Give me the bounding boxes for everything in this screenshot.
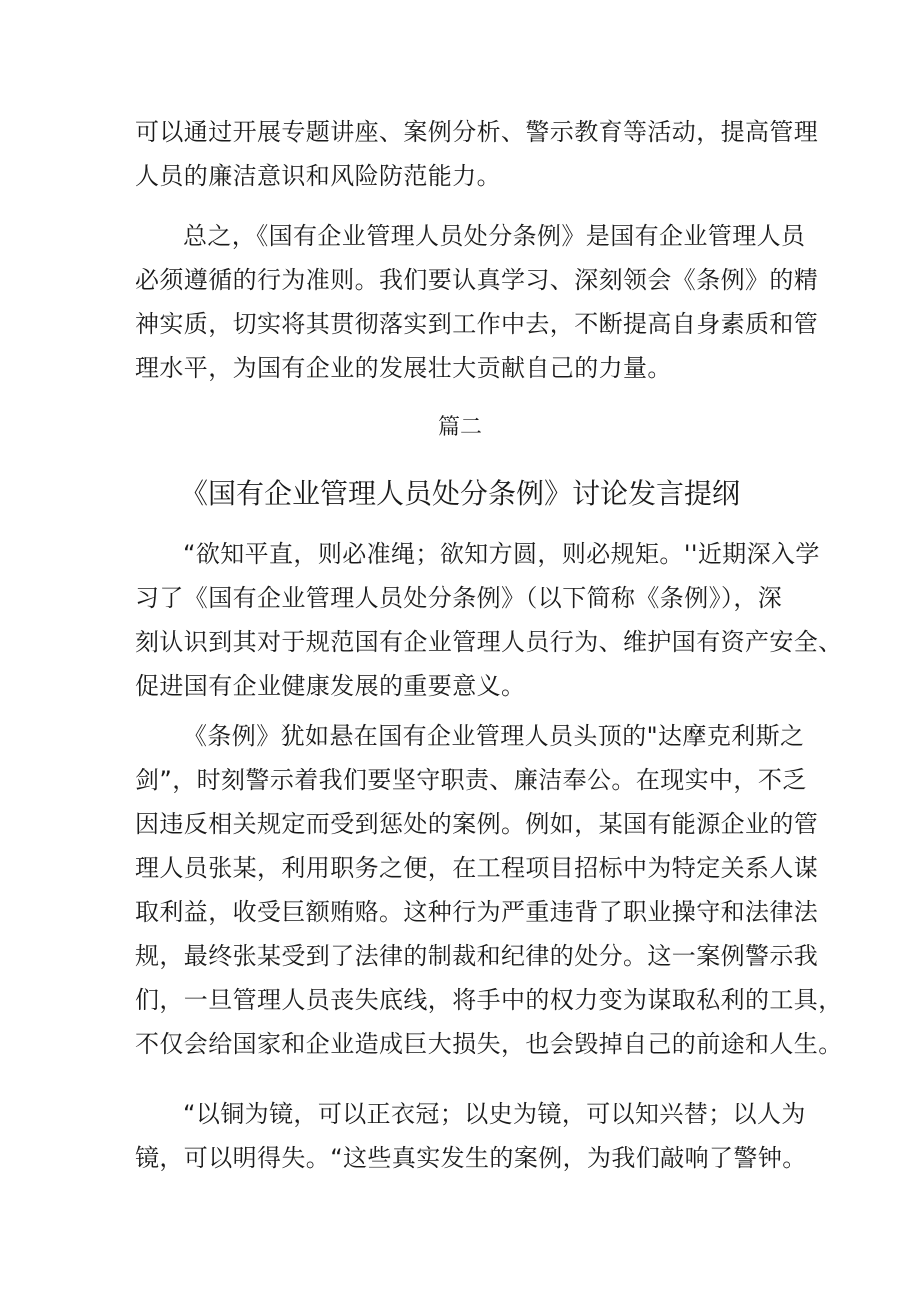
section-label: 篇二 bbox=[437, 415, 482, 440]
text-line: 因违反相关规定而受到惩处的案例。例如，某国有能源企业的管 bbox=[135, 810, 819, 838]
text-line: 理水平，为国有企业的发展壮大贡献自己的力量。 bbox=[135, 354, 672, 382]
text-line: 剑”，时刻警示着我们要坚守职责、廉洁奉公。在现实中，不乏 bbox=[135, 766, 807, 794]
paragraph-conclusion bbox=[135, 214, 819, 390]
text-line: 总之，《国有企业管理人员处分条例》是国有企业管理人员 bbox=[183, 222, 806, 250]
text-line: 习了《国有企业管理人员处分条例》（以下简称《条例》），深 bbox=[135, 584, 783, 612]
text-line: 刻认识到其对于规范国有企业管理人员行为、维护国有资产安全、 bbox=[135, 628, 843, 656]
section-title: 《国有企业管理人员处分条例》讨论发言提纲 bbox=[179, 477, 740, 510]
text-line: 理人员张某，利用职务之便，在工程项目招标中为特定关系人谋 bbox=[135, 854, 819, 882]
paragraph-intro bbox=[135, 532, 843, 708]
text-line: 《条例》犹如悬在国有企业管理人员头顶的"达摩克利斯之 bbox=[183, 722, 805, 750]
text-line: 规，最终张某受到了法律的制裁和纪律的处分。这一案例警示我 bbox=[135, 942, 819, 970]
text-line: 不仅会给国家和企业造成巨大损失，也会毁掉自己的前途和人生。 bbox=[135, 1030, 843, 1058]
text-line: 神实质，切实将其贯彻落实到工作中去，不断提高自身素质和管 bbox=[135, 310, 819, 338]
text-line: 必须遵循的行为准则。我们要认真学习、深刻领会《条例》的精 bbox=[135, 266, 819, 294]
text-line: 取利益，收受巨额贿赂。这种行为严重违背了职业操守和法律法 bbox=[135, 898, 819, 926]
text-line: 促进国有企业健康发展的重要意义。 bbox=[135, 672, 526, 700]
paragraph-case bbox=[135, 714, 843, 1066]
paragraph-mirror bbox=[135, 1092, 807, 1180]
text-line: 们，一旦管理人员丧失底线，将手中的权力变为谋取私利的工具， bbox=[135, 986, 843, 1014]
text-line: “欲知平直，则必准绳；欲知方圆，则必规矩。''近期深入学 bbox=[183, 540, 820, 568]
text-line: 可以通过开展专题讲座、案例分析、警示教育等活动，提高管理 bbox=[135, 118, 819, 146]
text-line: 人员的廉洁意识和风险防范能力。 bbox=[135, 162, 501, 190]
text-line: 镜，可以明得失。“这些真实发生的案例，为我们敲响了警钟。 bbox=[135, 1144, 807, 1172]
text-line: “以铜为镜，可以正衣冠；以史为镜，可以知兴替；以人为 bbox=[183, 1100, 806, 1128]
paragraph-continuation bbox=[135, 110, 819, 198]
